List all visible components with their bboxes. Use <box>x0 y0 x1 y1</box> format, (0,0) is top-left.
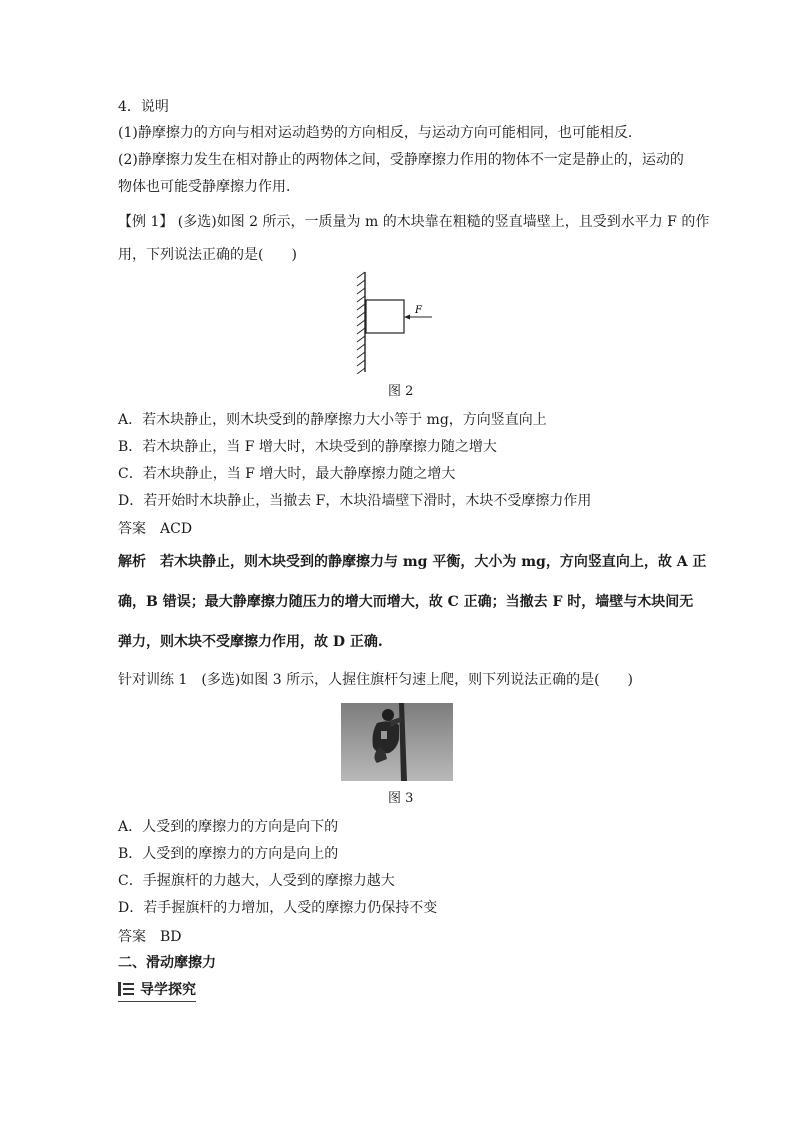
force-label: F <box>415 305 422 316</box>
example-1-question-line-1: 【例 1】 (多选)如图 2 所示，一质量为 m 的木块靠在粗糙的竖直墙壁上，且受到水平力 F 的作 <box>118 214 710 230</box>
section-marker-icon <box>118 982 134 996</box>
example-1-analysis-line-3: 弹力，则木块不受摩擦力作用，故 D 正确. <box>118 634 383 650</box>
figure-3-caption: 图 3 <box>388 791 414 806</box>
figure-2-wall-block-diagram <box>346 270 438 374</box>
note-item-2-line-1: (2)静摩擦力发生在相对静止的两物体之间，受静摩擦力作用的物体不一定是静止的，运动的 <box>118 152 684 168</box>
example-1-option-b: B．若木块静止，当 F 增大时，木块受到的静摩擦力随之增大 <box>118 439 497 455</box>
climber-head <box>382 709 394 721</box>
force-arrowhead <box>404 315 410 320</box>
figure-3-flagpole-climber-photo <box>341 703 453 781</box>
wall-hatching <box>357 272 365 374</box>
wooden-block <box>366 300 404 333</box>
practice-1-option-c: C．手握旗杆的力越大，人受到的摩擦力越大 <box>118 873 395 889</box>
example-1-option-a: A．若木块静止，则木块受到的静摩擦力大小等于 mg，方向竖直向上 <box>118 412 547 428</box>
practice-1-answer: 答案 BD <box>118 929 182 945</box>
example-1-analysis-line-2: 确，B 错误；最大静摩擦力随压力的增大而增大，故 C 正确；当撤去 F 时，墙壁与木块间无 <box>118 594 694 610</box>
example-1-answer: 答案 ACD <box>118 521 193 537</box>
note-item-2-line-2: 物体也可能受静摩擦力作用． <box>118 179 300 195</box>
example-1-question-line-2: 用，下列说法正确的是( ) <box>118 247 297 263</box>
example-1-option-c: C．若木块静止，当 F 增大时，最大静摩擦力随之增大 <box>118 466 456 482</box>
note-item-1: (1)静摩擦力的方向与相对运动趋势的方向相反，与运动方向可能相同，也可能相反． <box>118 125 642 141</box>
practice-1-option-a: A．人受到的摩擦力的方向是向下的 <box>118 819 339 835</box>
example-1-analysis-line-1: 解析 若木块静止，则木块受到的静摩擦力与 mg 平衡，大小为 mg，方向竖直向上，故 A 正 <box>118 554 707 570</box>
notes-heading: 4．说明 <box>118 99 169 115</box>
guided-inquiry-heading <box>118 979 196 1002</box>
practice-1-question: 针对训练 1 (多选)如图 3 所示，人握住旗杆匀速上爬，则下列说法正确的是( ) <box>118 672 634 688</box>
practice-1-option-b: B．人受到的摩擦力的方向是向上的 <box>118 846 339 862</box>
example-1-option-d: D．若开始时木块静止，当撤去 F，木块沿墙壁下滑时，木块不受摩擦力作用 <box>118 493 592 509</box>
guided-inquiry-label: 导学探究 <box>140 982 196 998</box>
section-2-title: 二、滑动摩擦力 <box>118 955 216 971</box>
figure-2-caption: 图 2 <box>388 384 414 399</box>
practice-1-option-d: D．若手握旗杆的力增加，人受的摩擦力仍保持不变 <box>118 900 438 916</box>
